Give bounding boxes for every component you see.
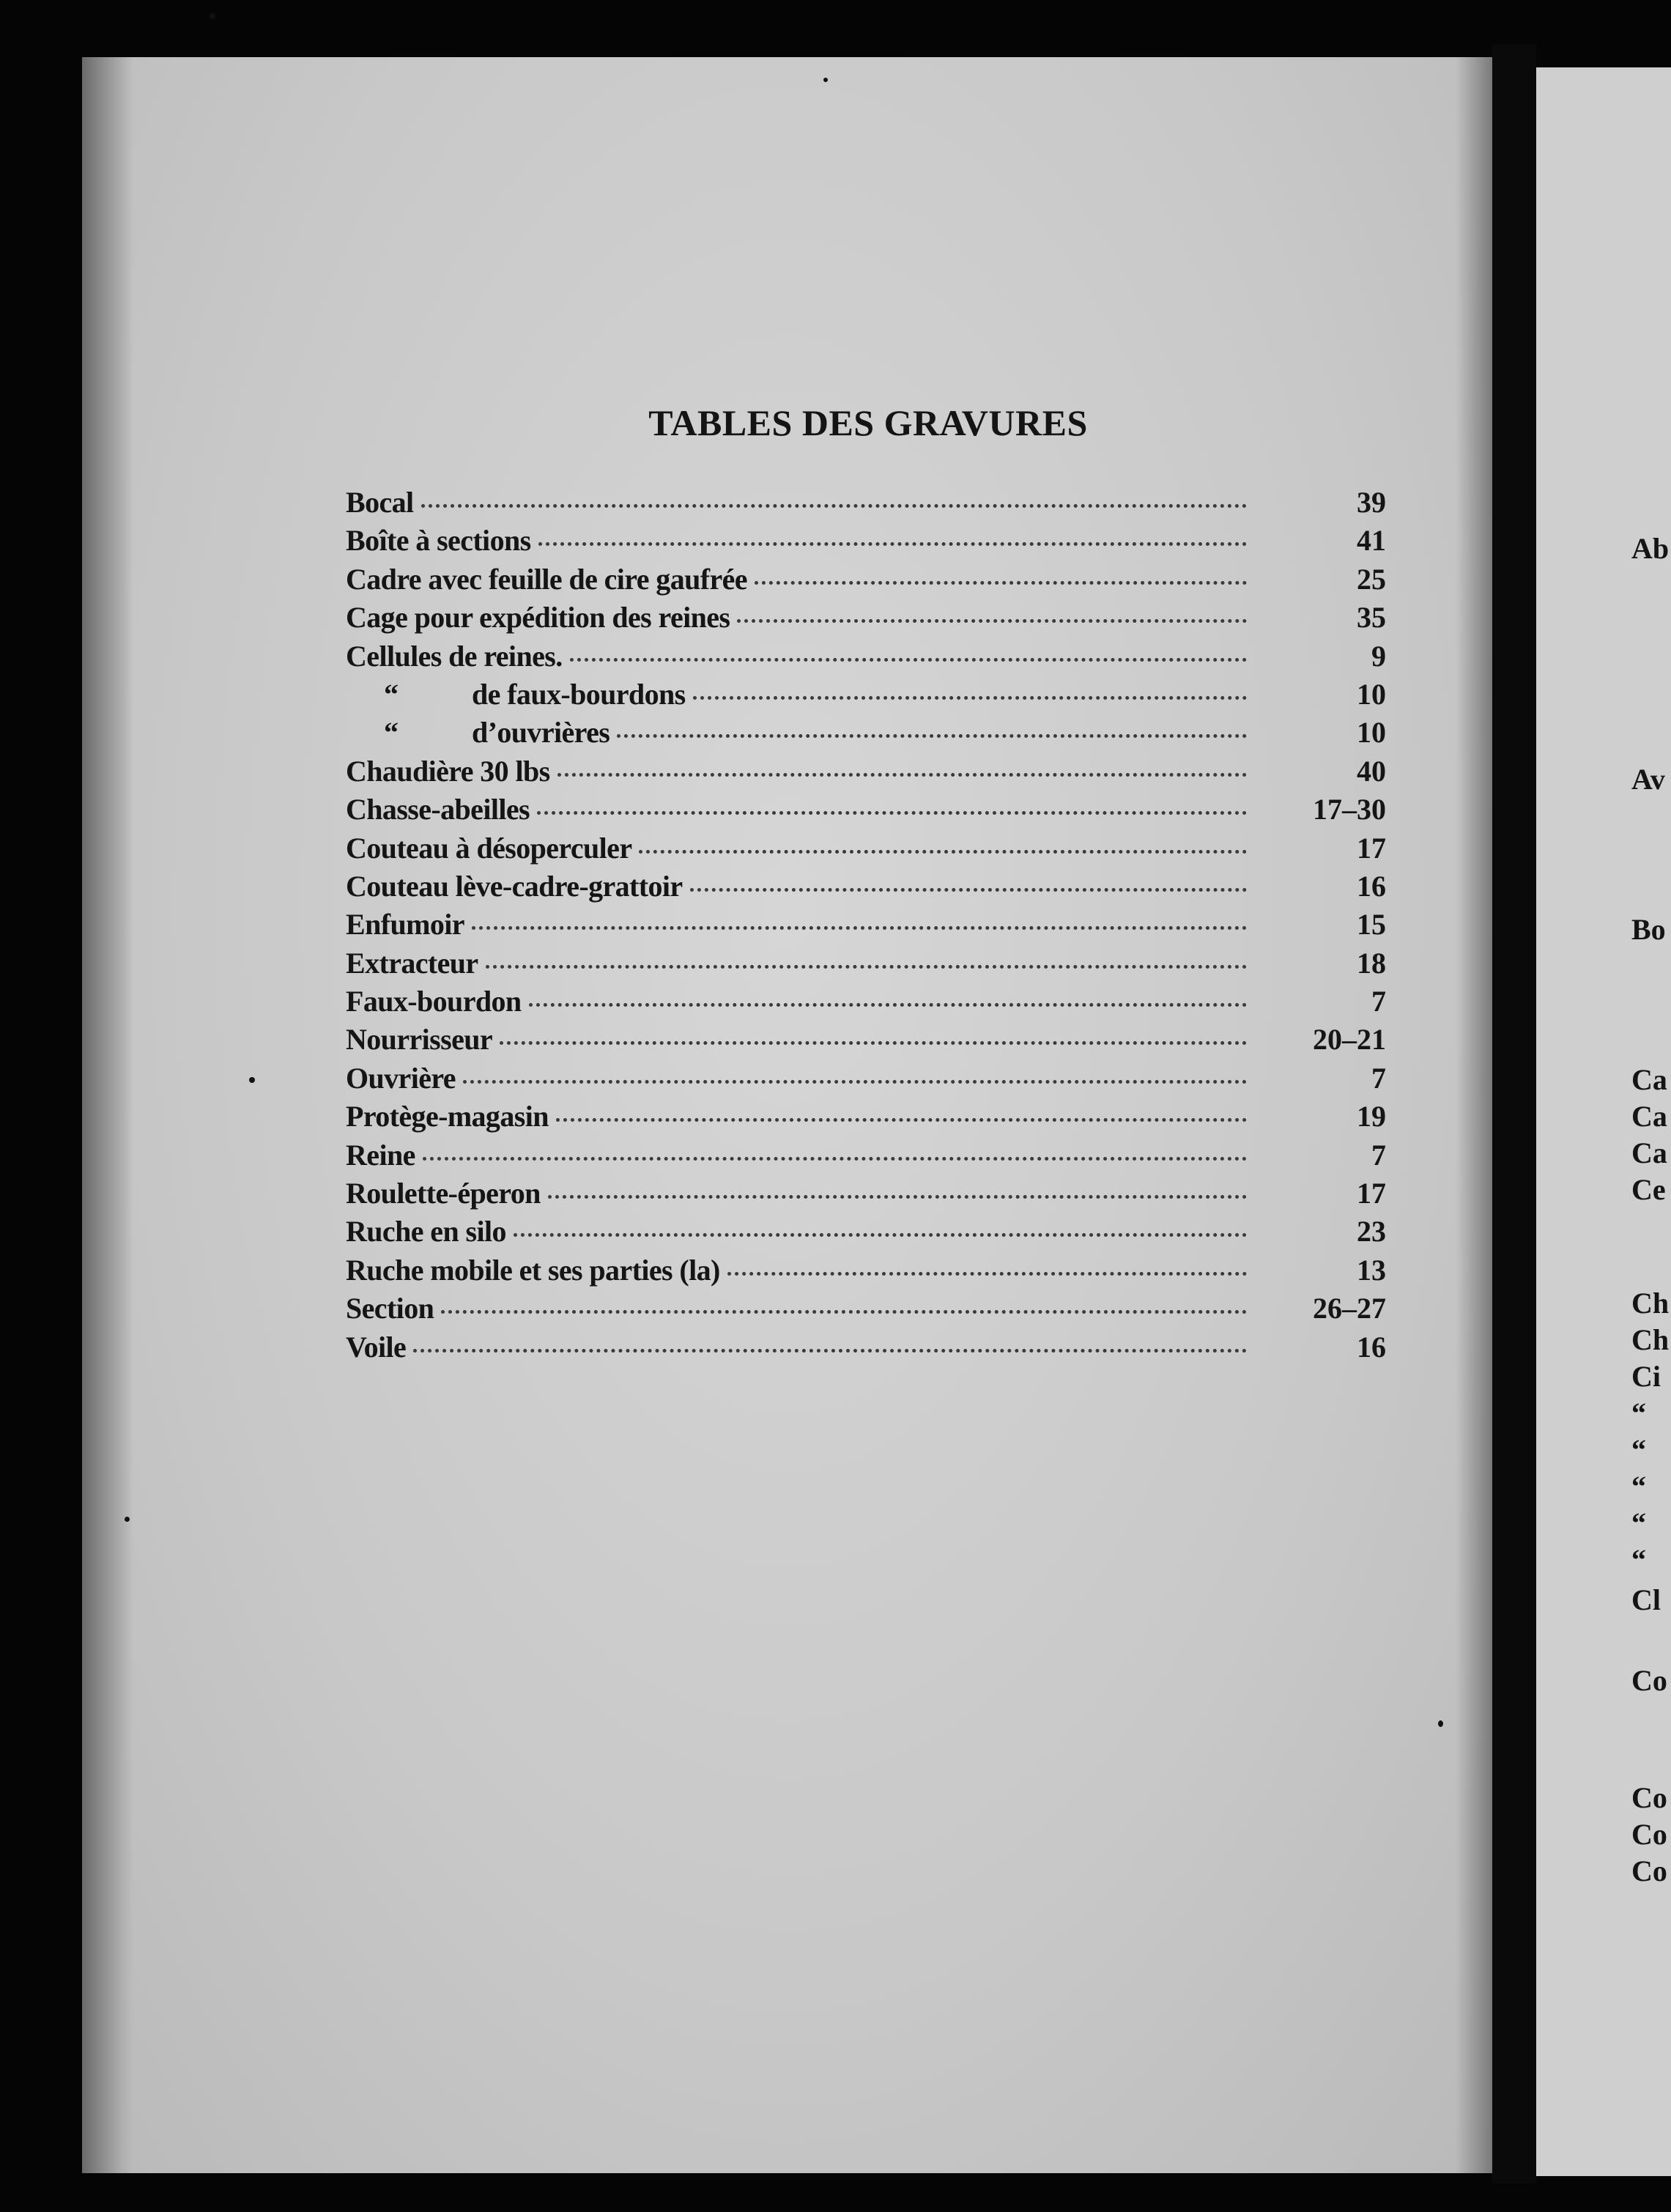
toc-entry-label xyxy=(346,1021,492,1059)
toc-entry-page: 19 xyxy=(1357,1100,1386,1133)
toc-entry xyxy=(346,1328,1386,1366)
toc-entry-label xyxy=(346,791,530,829)
toc-entry-label xyxy=(346,637,563,676)
toc-entry-text: Enfumoir xyxy=(346,908,464,942)
toc-entry-label xyxy=(346,829,631,868)
scan-speck xyxy=(125,1517,130,1522)
toc-entry-label xyxy=(346,484,414,522)
scan-speck xyxy=(1438,1720,1443,1727)
toc-entry-text: Ruche mobile et ses parties (la) xyxy=(346,1253,720,1287)
toc-entry-label xyxy=(346,752,550,791)
toc-entry-page: 39 xyxy=(1357,486,1386,519)
toc-entry xyxy=(346,1059,1386,1098)
dot-leader xyxy=(472,926,1247,930)
toc-entry xyxy=(346,1213,1386,1251)
dot-leader xyxy=(413,1349,1247,1353)
right-page-fragment: Ca xyxy=(1631,1100,1667,1133)
toc-entry-page: 17 xyxy=(1357,831,1386,865)
toc-entry-text: Chaudière 30 lbs xyxy=(346,754,550,788)
toc-entry-page: 10 xyxy=(1357,677,1386,711)
toc-entry-page: 10 xyxy=(1357,716,1386,750)
toc-entry xyxy=(346,676,1386,714)
right-page-fragment: “ xyxy=(1631,1470,1646,1503)
toc-entry xyxy=(346,906,1386,944)
toc-entry-page: 35 xyxy=(1357,601,1386,635)
toc-entry-page: 20–21 xyxy=(1313,1023,1386,1057)
dot-leader xyxy=(617,734,1247,738)
toc-entry-page: 18 xyxy=(1357,946,1386,980)
toc-entry-label xyxy=(346,1251,720,1290)
dot-leader xyxy=(463,1080,1247,1084)
toc-entry-text: Cage pour expédition des reines xyxy=(346,601,730,635)
ditto-mark: “ xyxy=(384,716,399,750)
toc-entry-page: 17 xyxy=(1357,1177,1386,1210)
toc-entry-text: Section xyxy=(346,1292,434,1325)
dot-leader xyxy=(639,850,1247,854)
toc-entry-text: Couteau à désoperculer xyxy=(346,831,632,865)
toc-entry xyxy=(346,484,1386,522)
toc-entry-page: 41 xyxy=(1357,524,1386,558)
right-page-fragment: “ xyxy=(1631,1543,1646,1576)
toc-entry-page: 16 xyxy=(1357,869,1386,903)
dot-leader xyxy=(557,773,1247,777)
right-page-fragment: Co xyxy=(1631,1818,1667,1851)
dot-leader xyxy=(537,811,1247,815)
right-page-fragment: Ab xyxy=(1631,532,1670,565)
toc-entry-text: Faux-bourdon xyxy=(346,985,522,1018)
dot-leader xyxy=(423,1157,1247,1161)
toc-entry-page: 25 xyxy=(1357,562,1386,596)
toc-entry-text: d’ouvrières xyxy=(472,716,610,750)
right-page-fragment: Ce xyxy=(1631,1173,1666,1206)
toc-entry-label xyxy=(346,676,686,714)
toc-entry xyxy=(346,599,1386,637)
right-page-fragment: Co xyxy=(1631,1854,1667,1887)
toc-entry-label xyxy=(346,944,478,983)
toc-entry-page: 7 xyxy=(1371,1138,1386,1172)
toc-entry-label xyxy=(346,1136,415,1175)
toc-entry xyxy=(346,1098,1386,1136)
toc-entry-page: 15 xyxy=(1357,908,1386,942)
dot-leader xyxy=(727,1272,1247,1276)
toc-entry xyxy=(346,1251,1386,1290)
book-gutter xyxy=(1492,44,1536,2183)
toc-entry xyxy=(346,791,1386,829)
toc-entry-label xyxy=(346,1098,549,1136)
toc-entry-label xyxy=(346,561,747,599)
right-page-fragment: “ xyxy=(1631,1433,1646,1466)
right-page-fragment: Ci xyxy=(1631,1360,1661,1393)
toc-entry-page: 7 xyxy=(1371,1061,1386,1095)
toc-entry-page: 9 xyxy=(1371,639,1386,673)
toc-entry-text: Bocal xyxy=(346,486,414,519)
toc-entry-page: 26–27 xyxy=(1313,1292,1386,1325)
right-page-fragment: “ xyxy=(1631,1506,1646,1539)
dot-leader xyxy=(486,965,1247,969)
toc-entry-text: Nourrisseur xyxy=(346,1023,493,1057)
dot-leader xyxy=(538,542,1247,546)
toc-entry-page: 7 xyxy=(1371,985,1386,1018)
toc-entry-text: Voile xyxy=(346,1330,407,1364)
dot-leader xyxy=(737,619,1247,623)
toc-entry-label xyxy=(346,983,522,1021)
right-page-fragment: Co xyxy=(1631,1781,1667,1814)
toc-entry-text: Chasse-abeilles xyxy=(346,793,530,826)
toc-entry-text: Protège-magasin xyxy=(346,1100,549,1133)
toc-entry-text: Boîte à sections xyxy=(346,524,531,558)
toc-entry-label xyxy=(346,1328,406,1366)
toc-entry-text: Couteau lève-cadre-grattoir xyxy=(346,869,683,903)
dot-leader xyxy=(500,1041,1247,1045)
dot-leader xyxy=(421,504,1247,508)
dot-leader xyxy=(548,1195,1247,1199)
toc-entry-text: Reine xyxy=(346,1138,415,1172)
toc-entry-text: Ruche en silo xyxy=(346,1215,506,1249)
page-title: TABLES DES GRAVURES xyxy=(648,402,1088,443)
table-of-engravings xyxy=(346,484,1386,1366)
ditto-mark: “ xyxy=(384,677,399,711)
right-page-fragment: Ch xyxy=(1631,1323,1670,1356)
toc-entry-text: Roulette-éperon xyxy=(346,1177,541,1210)
toc-entry-page: 23 xyxy=(1357,1215,1386,1249)
toc-entry-label xyxy=(346,1059,456,1098)
toc-entry xyxy=(346,1021,1386,1059)
toc-entry xyxy=(346,1290,1386,1328)
right-page-fragment: Cl xyxy=(1631,1583,1661,1616)
toc-entry-text: de faux-bourdons xyxy=(472,677,686,711)
toc-entry-page: 17–30 xyxy=(1313,793,1386,826)
toc-entry-label xyxy=(346,1175,541,1213)
dot-leader xyxy=(690,888,1247,892)
toc-entry-page: 16 xyxy=(1357,1330,1386,1364)
toc-entry-text: Ouvrière xyxy=(346,1061,456,1095)
right-page-fragment: Ca xyxy=(1631,1063,1667,1096)
toc-entry xyxy=(346,522,1386,560)
scan-speck xyxy=(210,13,215,19)
dot-leader xyxy=(693,696,1247,700)
right-page-fragment: Co xyxy=(1631,1664,1667,1697)
scan-speck xyxy=(823,78,828,82)
dot-leader xyxy=(441,1310,1247,1314)
right-page-edge xyxy=(1536,67,1671,2176)
toc-entry xyxy=(346,944,1386,983)
scan-speck xyxy=(249,1077,255,1083)
toc-entry xyxy=(346,1175,1386,1213)
toc-entry-text: Cellules de reines. xyxy=(346,639,563,673)
toc-entry-label xyxy=(346,906,464,944)
toc-entry xyxy=(346,1136,1386,1175)
toc-entry-label xyxy=(346,1290,434,1328)
toc-entry-label xyxy=(346,868,683,906)
toc-entry xyxy=(346,829,1386,868)
dot-leader xyxy=(514,1233,1247,1237)
toc-entry-text: Extracteur xyxy=(346,946,478,980)
toc-entry xyxy=(346,714,1386,752)
toc-entry xyxy=(346,637,1386,676)
toc-entry xyxy=(346,868,1386,906)
toc-entry-label xyxy=(346,714,610,752)
toc-entry xyxy=(346,752,1386,791)
right-page-fragment: Ca xyxy=(1631,1136,1667,1169)
right-page-fragment: Bo xyxy=(1631,913,1666,946)
dot-leader xyxy=(755,581,1247,585)
dot-leader xyxy=(556,1118,1247,1122)
toc-entry xyxy=(346,983,1386,1021)
right-page-fragment: Ch xyxy=(1631,1287,1670,1320)
toc-entry-label xyxy=(346,522,531,560)
toc-entry-label xyxy=(346,1213,506,1251)
dot-leader xyxy=(529,1003,1247,1007)
toc-entry-text: Cadre avec feuille de cire gaufrée xyxy=(346,562,747,596)
right-page-fragment: Av xyxy=(1631,763,1665,796)
toc-entry-page: 13 xyxy=(1357,1253,1386,1287)
right-page-fragment: “ xyxy=(1631,1397,1646,1429)
toc-entry xyxy=(346,561,1386,599)
toc-entry-page: 40 xyxy=(1357,754,1386,788)
dot-leader xyxy=(570,658,1247,662)
toc-entry-label xyxy=(346,599,730,637)
